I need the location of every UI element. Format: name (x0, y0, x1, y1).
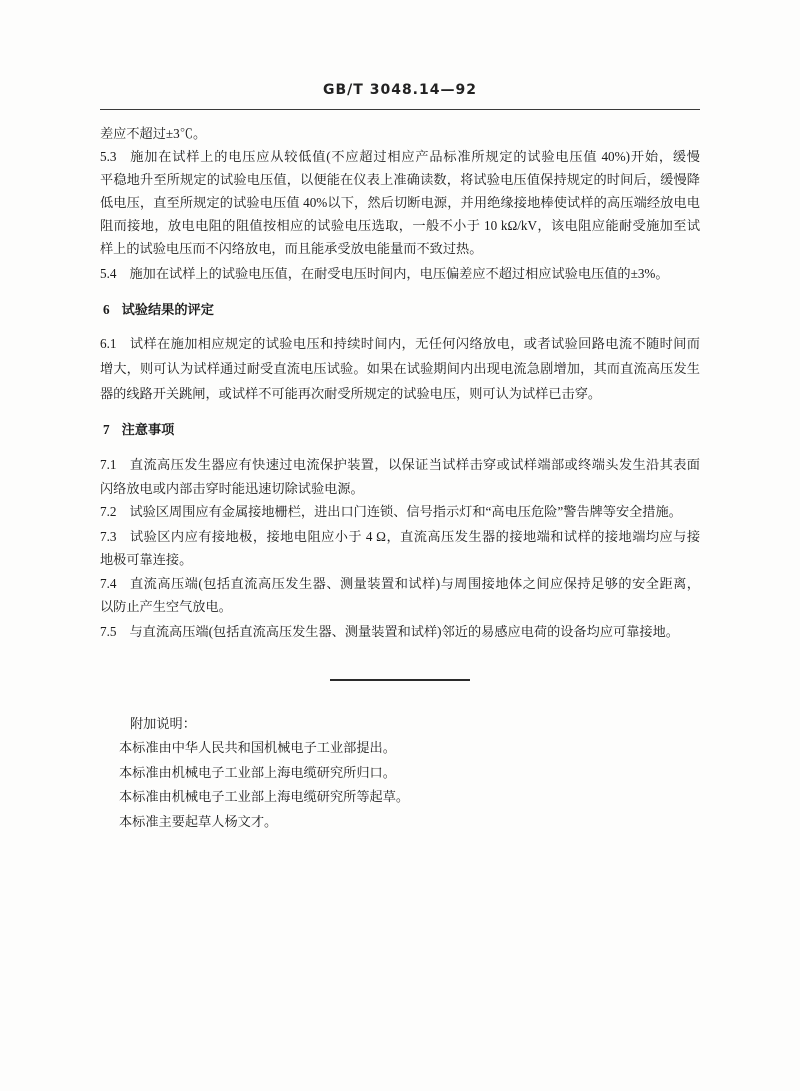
clause-text: 与直流高压端(包括直流高压发生器、测量装置和试样)邻近的易感应电荷的设备均应可靠接地。 (129, 624, 679, 639)
clause-line: 样上的试验电压而不闪络放电，而且能承受放电能量而不致过热。 (100, 241, 483, 256)
clause-number: 7.5 (100, 624, 117, 639)
clause-7-5 (100, 620, 700, 643)
clause-text: 试验区周围应有金属接地栅栏，进出口门连锁、信号指示灯和“高电压危险”警告牌等安全措施。 (129, 504, 682, 519)
clause-line: 闪络放电或内部击穿时能迅速切除试验电源。 (100, 481, 364, 496)
clause-5-4 (100, 262, 700, 285)
clause-7-2 (100, 500, 700, 523)
clause-number: 5.4 (100, 266, 117, 281)
clause-line: 以防止产生空气放电。 (100, 599, 232, 614)
clause-line: 低电压，直至所规定的试验电压值 40%以下，然后切断电源，并用绝缘接地棒使试样的高压端经放电电 (100, 195, 700, 210)
clause-line: 增大，则可认为试样通过耐受直流电压试验。如果在试验期间内出现电流急剧增加，其而直流高压发生 (100, 361, 700, 376)
clause-line: 平稳地升至所规定的试验电压值，以便能在仪表上准确读数，将试验电压值保持规定的时间后，缓慢降 (100, 172, 700, 187)
clause-line: 阻而接地，放电电阻的阻值按相应的试验电压选取，一般不小于 10 kΩ/kV，该电阻应能耐受施加至试 (100, 218, 700, 233)
paragraph-line: 差应不超过±3℃。 (100, 126, 207, 141)
clause-line: 器的线路开关跳闸，或试样不可能再次耐受所规定的试验电压，则可认为试样已击穿。 (100, 386, 602, 401)
clause-5-3 (100, 145, 700, 260)
additional-note-line: 本标准由机械电子工业部上海电缆研究所归口。 (119, 764, 396, 780)
section-heading-7 (100, 418, 700, 441)
clause-line (100, 262, 700, 285)
clause-number: 6.1 (100, 336, 117, 351)
clause-number: 7.2 (100, 504, 117, 519)
header-rule (100, 109, 700, 110)
section-title: 试验结果的评定 (121, 302, 214, 317)
clause-text: 直流高压端(包括直流高压发生器、测量装置和试样)与周围接地体之间应保持足够的安全距离， (129, 576, 700, 591)
clause-number: 5.3 (100, 149, 117, 164)
section-heading-line (100, 298, 700, 321)
clause-line (100, 453, 700, 477)
continued-paragraph (100, 122, 700, 145)
additional-note-line: 本标准由中华人民共和国机械电子工业部提出。 (119, 740, 396, 755)
additional-notes-title: 附加说明： (130, 716, 196, 731)
clause-line (100, 572, 700, 595)
section-number: 7 (103, 422, 110, 437)
additional-note-line: 本标准主要起草人杨文才。 (119, 813, 278, 829)
clause-line (100, 620, 700, 643)
end-of-text-rule (330, 679, 470, 681)
clause-line (100, 331, 700, 356)
clause-line: 地极可靠连接。 (100, 552, 193, 567)
clause-text: 施加在试样上的电压应从较低值(不应超过相应产品标准所规定的试验电压值 40%)开始，缓慢 (129, 149, 700, 164)
clause-7-3 (100, 525, 700, 571)
section-number: 6 (103, 302, 110, 317)
clause-text: 施加在试样上的试验电压值，在耐受电压时间内，电压偏差应不超过相应试验电压值的±3%。 (129, 266, 669, 281)
standard-code-header: GB/T 3048.14—92 (323, 82, 477, 98)
clause-6-1 (100, 331, 700, 406)
clause-line (100, 500, 700, 523)
clause-number: 7.3 (100, 529, 117, 544)
additional-note-line: 本标准由机械电子工业部上海电缆研究所等起草。 (119, 789, 410, 804)
clause-text: 试样在施加相应规定的试验电压和持续时间内，无任何闪络放电，或者试验回路电流不随时间而 (129, 336, 700, 351)
section-title: 注意事项 (121, 422, 175, 437)
clause-7-1 (100, 453, 700, 501)
clause-line (100, 525, 700, 548)
clause-7-4 (100, 572, 700, 618)
section-heading-6 (100, 298, 700, 321)
clause-line (100, 145, 700, 168)
section-heading-line (100, 418, 700, 441)
clause-number: 7.4 (100, 576, 117, 591)
clause-number: 7.1 (100, 457, 117, 472)
additional-notes (119, 736, 619, 834)
clause-text: 直流高压发生器应有快速过电流保护装置，以保证当试样击穿或试样端部或终端头发生沿其表面 (129, 457, 700, 472)
clause-text: 试验区内应有接地极，接地电阻应小于 4 Ω，直流高压发生器的接地端和试样的接地端均应与接 (129, 529, 700, 544)
